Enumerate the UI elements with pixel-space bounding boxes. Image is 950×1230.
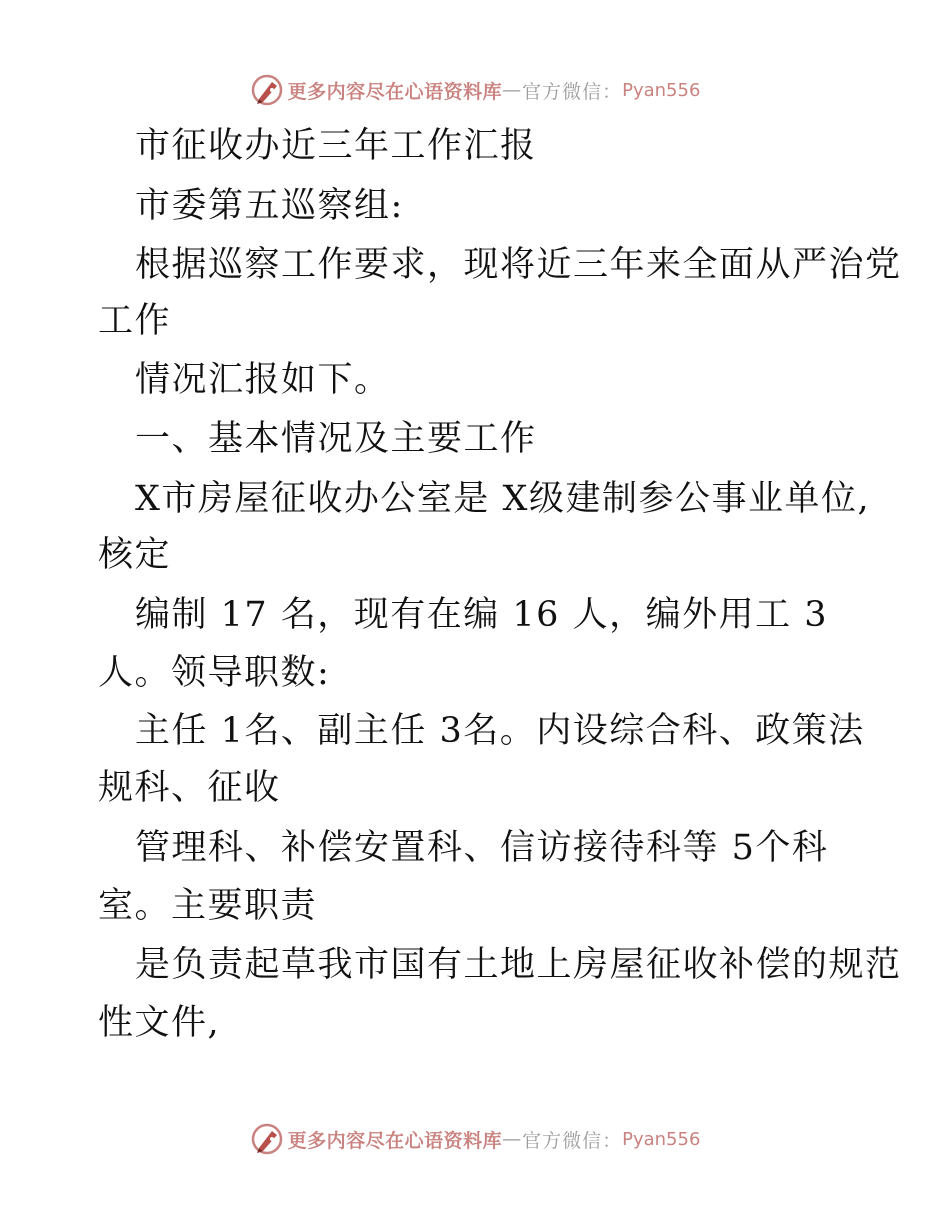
watermark-official-label: 官方微信： [522, 1129, 623, 1152]
watermark-dash: — [502, 1128, 523, 1150]
watermark-official-label: 官方微信： [522, 80, 623, 103]
watermark-main-text: 更多内容尽在心语资料库 [287, 80, 503, 103]
watermark-banner-bottom [0, 1119, 950, 1159]
pen-logo-icon [250, 1122, 284, 1156]
pen-logo-icon [250, 73, 284, 107]
paragraph-line: 是负责起草我市国有土地上房屋征收补偿的规范 [135, 945, 902, 985]
watermark-contact: Pyan556 [622, 79, 701, 101]
paragraph-line: X市房屋征收办公室是 X级建制参公事业单位, [135, 479, 871, 519]
paragraph-line: 主任 1名、副主任 3名。内设综合科、政策法 [135, 711, 865, 751]
paragraph-line: 核定 [98, 535, 172, 575]
paragraph-line: 编制 17 名，现有在编 16 人，编外用工 3 [135, 595, 828, 635]
paragraph-line: 规科、征收 [98, 768, 281, 808]
watermark-banner-top [0, 70, 950, 110]
watermark-dash: — [502, 79, 523, 101]
paragraph-line: 性文件, [98, 1003, 221, 1043]
paragraph-line: 情况汇报如下。 [135, 360, 391, 400]
paragraph-line: 人。领导职数: [98, 653, 331, 693]
section-heading: 一、基本情况及主要工作 [135, 419, 537, 459]
paragraph-line: 管理科、补偿安置科、信访接待科等 5个科 [135, 828, 829, 868]
addressee-line: 市委第五巡察组: [135, 186, 404, 226]
document-title: 市征收办近三年工作汇报 [135, 126, 537, 166]
paragraph-line: 工作 [98, 301, 172, 341]
watermark-main-text: 更多内容尽在心语资料库 [287, 1129, 503, 1152]
paragraph-line: 室。主要职责 [98, 886, 318, 926]
paragraph-line: 根据巡察工作要求，现将近三年来全面从严治党 [135, 245, 902, 285]
watermark-contact: Pyan556 [622, 1128, 701, 1150]
